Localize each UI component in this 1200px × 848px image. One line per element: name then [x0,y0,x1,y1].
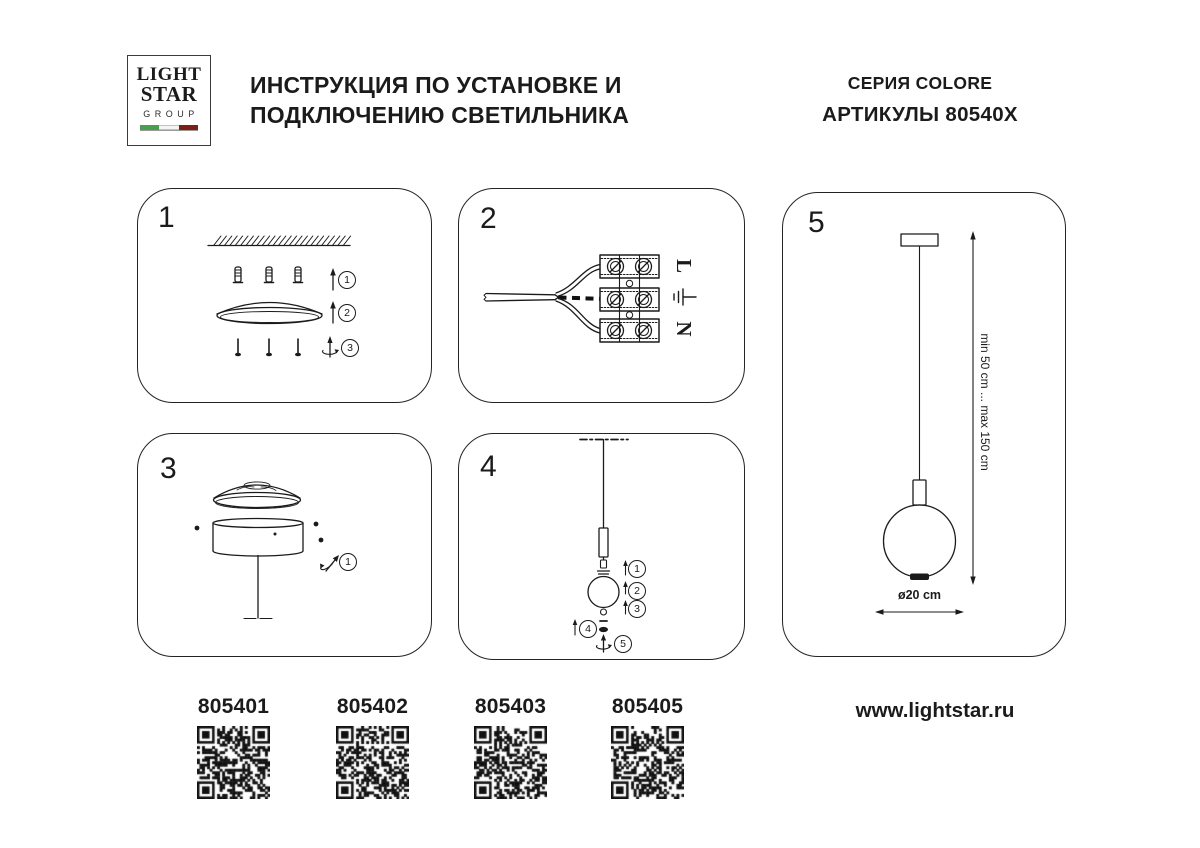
page-title-line2: ПОДКЛЮЧЕНИЮ СВЕТИЛЬНИКА [250,102,630,128]
page-title [250,70,670,130]
logo-word-light: LIGHT [136,64,202,85]
screwdriver-icon [320,555,339,571]
step-circle-3: 3 [628,600,646,618]
panel-4-number: 4 [480,450,497,483]
step-circle-2: 2 [628,582,646,600]
wire-live [556,265,600,297]
ceiling-mount-icon [901,234,938,246]
flag-red [179,125,198,130]
step-circle-1: 1 [628,560,646,578]
screw-icon [295,339,301,356]
height-range-label: min 50 cm ... max 150 cm [978,333,992,471]
screw-dot [314,522,319,527]
small-ring [601,609,607,615]
lightstar-logo [127,55,211,146]
ceiling-hatch [214,236,351,245]
articles-label: АРТИКУЛЫ 80540X [822,103,1018,126]
screw-dot [319,538,324,543]
canopy-cup-icon [213,519,303,557]
panel-2-drawing [459,189,743,401]
terminal-strip [620,255,640,342]
panel-step-2 [458,188,745,403]
step-circle-3: 3 [341,339,359,357]
diameter-label: ø20 cm [897,588,942,602]
article-805403 [468,695,553,799]
terminal-block-row-N [600,319,659,342]
dowel-icon [294,267,303,283]
panel-4-drawing [459,434,743,658]
panel-step-3 [137,433,432,657]
lamp-neck [913,480,926,505]
panel-step-5 [782,192,1066,657]
website-url: www.lightstar.ru [855,699,1015,722]
screw-dot [195,526,200,531]
power-cable [484,294,559,302]
terminal-block-row-L [600,255,659,278]
terminal-label-N: N [672,321,697,337]
panel-5-number: 5 [808,206,825,239]
article-805402 [330,695,415,799]
panel-1-drawing [138,189,430,401]
step-circle-2: 2 [338,304,356,322]
ground-symbol-icon [674,289,696,305]
dowel-icon [234,267,243,283]
screw-icon [235,339,241,356]
step-circle-1: 1 [339,553,357,571]
screwdriver-icon [323,336,339,357]
panel-3-drawing [138,434,430,655]
cord-adjuster-tube [599,528,608,568]
terminal-block-row-earth [600,288,659,311]
canopy-dome-icon [214,482,301,509]
mount-plate-icon [217,303,322,324]
suspension-cord [244,556,272,619]
panel-step-1 [137,188,432,403]
diameter-dimension-arrow [875,609,964,614]
terminal-label-L: L [672,258,697,273]
article-code: 805401 [197,695,270,718]
italian-flag-stripe [140,125,198,131]
panel-step-4 [458,433,745,660]
step-circle-5: 5 [614,635,632,653]
screwdriver-icon [597,634,613,652]
step-circle-4: 4 [579,620,597,638]
article-code: 805405 [611,695,684,718]
article-code: 805403 [474,695,547,718]
qr-code [474,726,547,799]
series-label: СЕРИЯ COLORE [847,73,993,93]
screw-icon [266,339,272,356]
glass-sphere-icon [884,505,956,577]
page-title-line1: ИНСТРУКЦИЯ ПО УСТАНОВКЕ И [250,72,622,98]
up-arrow-icon [330,268,336,290]
panel-2-number: 2 [480,202,497,235]
base-cap [910,574,929,581]
collar-rings [598,571,610,574]
up-arrow-icon [573,619,578,635]
glass-sphere-icon [588,577,619,608]
qr-code [197,726,270,799]
flag-green [140,125,159,130]
qr-code [336,726,409,799]
qr-code [611,726,684,799]
up-arrow-icon [330,301,336,323]
wire-neutral [556,299,600,334]
wire-earth [559,298,601,299]
article-805401 [191,695,276,799]
base-cap [599,627,608,632]
dowel-icon [265,267,274,283]
logo-word-star: STAR [140,82,198,106]
panel-1-number: 1 [158,201,175,234]
flag-white [159,125,178,130]
article-805405 [605,695,690,799]
height-dimension-arrow [970,231,975,585]
panel-3-number: 3 [160,452,177,485]
panel-5-drawing [783,193,1064,655]
step-circle-1: 1 [338,271,356,289]
article-code: 805402 [336,695,409,718]
logo-word-group: GROUP [143,109,199,119]
